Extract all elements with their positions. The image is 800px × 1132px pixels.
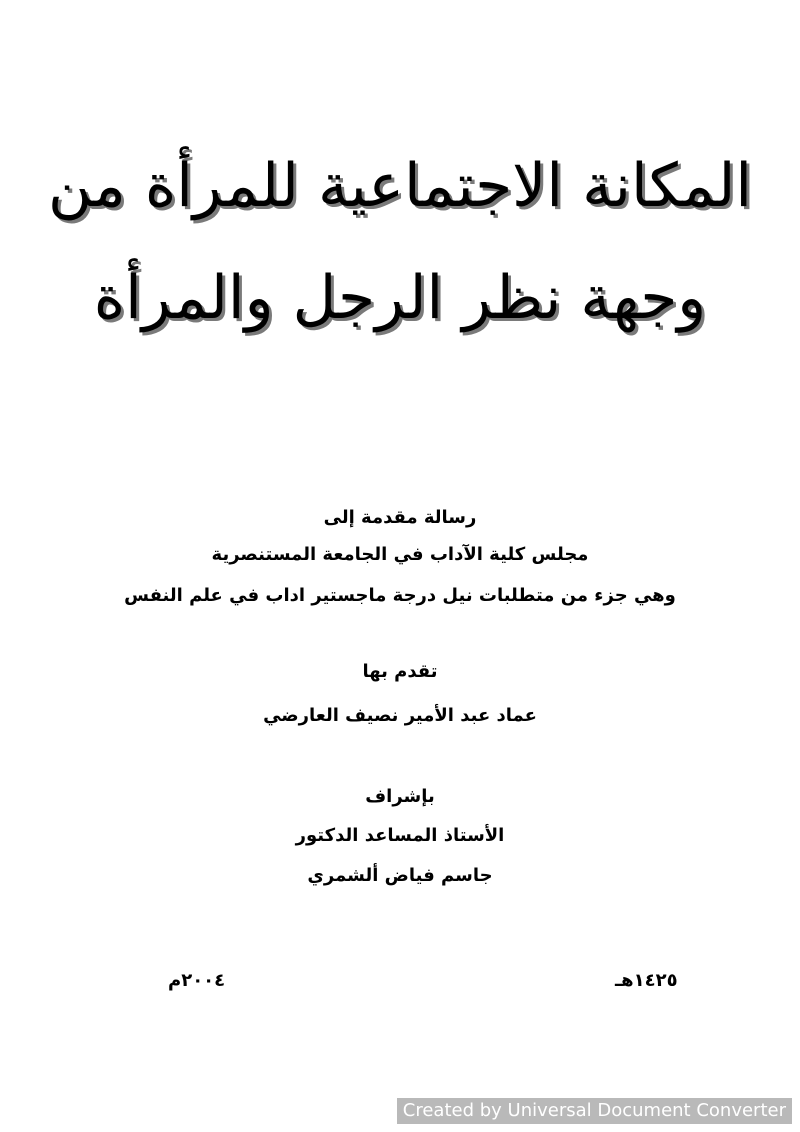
- author-label: تقدم بها: [362, 661, 438, 682]
- supervisor-name: جاسم فياض ألشمري: [307, 865, 493, 886]
- title-line-2: وجهة نظر الرجل والمرأة: [93, 263, 707, 333]
- converter-watermark: Created by Universal Document Converter: [397, 1098, 792, 1124]
- author-name: عماد عبد الأمير نصيف العارضي: [263, 705, 537, 726]
- title-line-1: المكانة الاجتماعية للمرأة من: [47, 151, 753, 221]
- supervisor-title: الأستاذ المساعد الدكتور: [295, 825, 505, 846]
- supervisor-label: بإشراف: [365, 786, 435, 807]
- hijri-date: ١٤٢٥هـ: [615, 970, 678, 991]
- submission-line-1: رسالة مقدمة إلى: [323, 507, 477, 528]
- submission-line-3: وهي جزء من متطلبات نيل درجة ماجستير اداب في علم النفس: [124, 585, 676, 606]
- gregorian-date: ٢٠٠٤م: [168, 970, 226, 991]
- submission-line-2: مجلس كلية الآداب في الجامعة المستنصرية: [211, 544, 589, 565]
